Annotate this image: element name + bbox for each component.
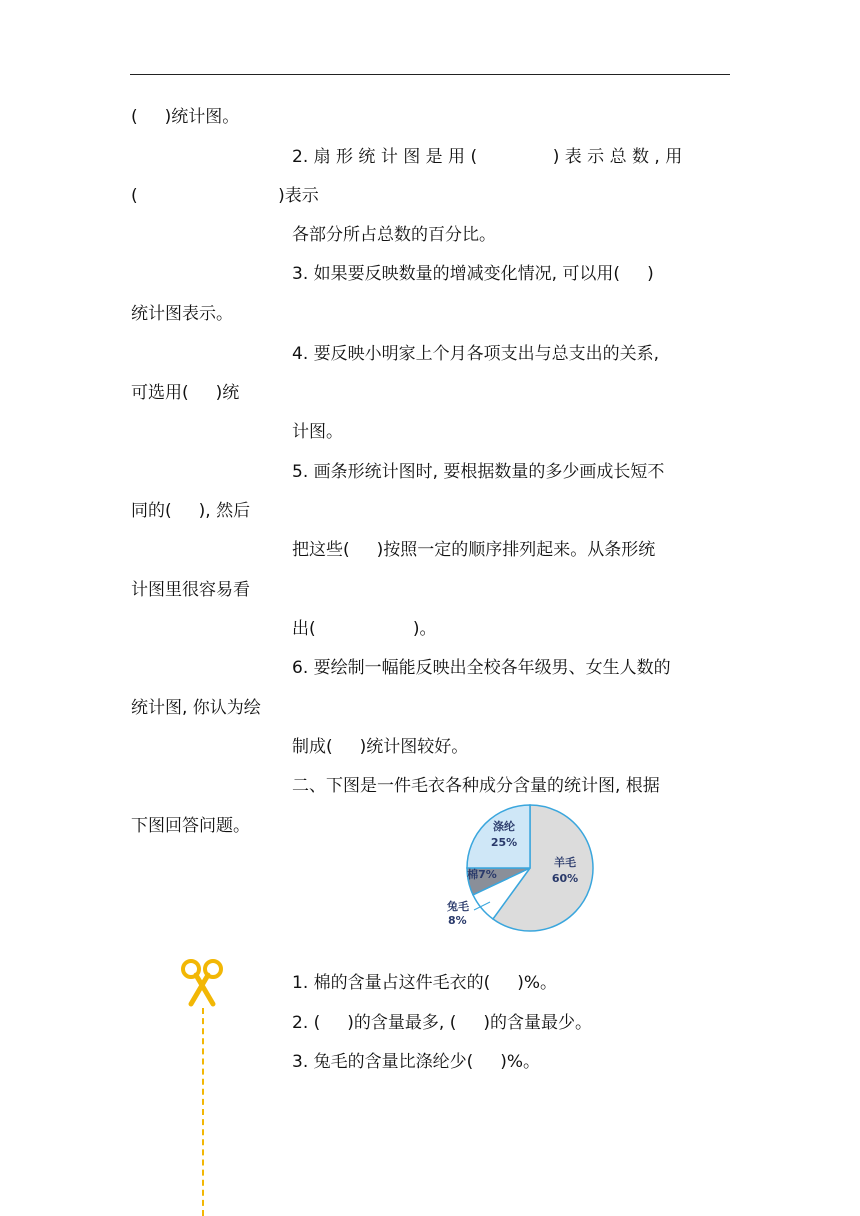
pie-value-label: 棉7% — [467, 868, 497, 881]
pie-chart — [440, 800, 620, 940]
pie-label: 兔毛 — [447, 900, 469, 913]
text-line: ( )统计图。 — [131, 107, 240, 127]
text-line: 各部分所占总数的百分比。 — [292, 225, 496, 245]
question-2: 2. ( )的含量最多, ( )的含量最少。 — [292, 1013, 592, 1033]
question-1: 1. 棉的含量占这件毛衣的( )%。 — [292, 973, 558, 993]
text-line: 3. 如果要反映数量的增减变化情况, 可以用( ) — [292, 264, 654, 284]
pie-value-label: 60% — [551, 872, 579, 885]
text-line: 计图。 — [292, 422, 343, 442]
pie-value-label: 8% — [448, 914, 467, 927]
text-line: 统计图表示。 — [131, 304, 233, 324]
text-line: 2. 扇 形 统 计 图 是 用 ( ) 表 示 总 数 , 用 — [292, 147, 683, 167]
pie-value-label: 25% — [490, 836, 518, 849]
cut-line — [202, 1008, 204, 1216]
text-line: 4. 要反映小明家上个月各项支出与总支出的关系, — [292, 344, 660, 364]
text-line: 把这些( )按照一定的顺序排列起来。从条形统 — [292, 540, 656, 560]
text-line: ( )表示 — [131, 186, 319, 206]
text-line: 计图里很容易看 — [131, 580, 250, 600]
pie-label: 羊毛 — [554, 856, 576, 869]
text-line: 下图回答问题。 — [131, 816, 250, 836]
text-line: 同的( ), 然后 — [131, 501, 251, 521]
text-line: 出( )。 — [292, 619, 437, 639]
text-line: 统计图, 你认为绘 — [131, 698, 261, 718]
question-3: 3. 兔毛的含量比涤纶少( )%。 — [292, 1052, 541, 1072]
text-line: 制成( )统计图较好。 — [292, 737, 469, 757]
text-line: 二、下图是一件毛衣各种成分含量的统计图, 根据 — [292, 776, 660, 796]
header-rule — [130, 74, 730, 75]
text-line: 6. 要绘制一幅能反映出全校各年级男、女生人数的 — [292, 658, 671, 678]
text-line: 5. 画条形统计图时, 要根据数量的多少画成长短不 — [292, 462, 665, 482]
scissors-icon — [180, 958, 224, 1008]
pie-label: 涤纶 — [493, 820, 515, 833]
text-line: 可选用( )统 — [131, 383, 240, 403]
